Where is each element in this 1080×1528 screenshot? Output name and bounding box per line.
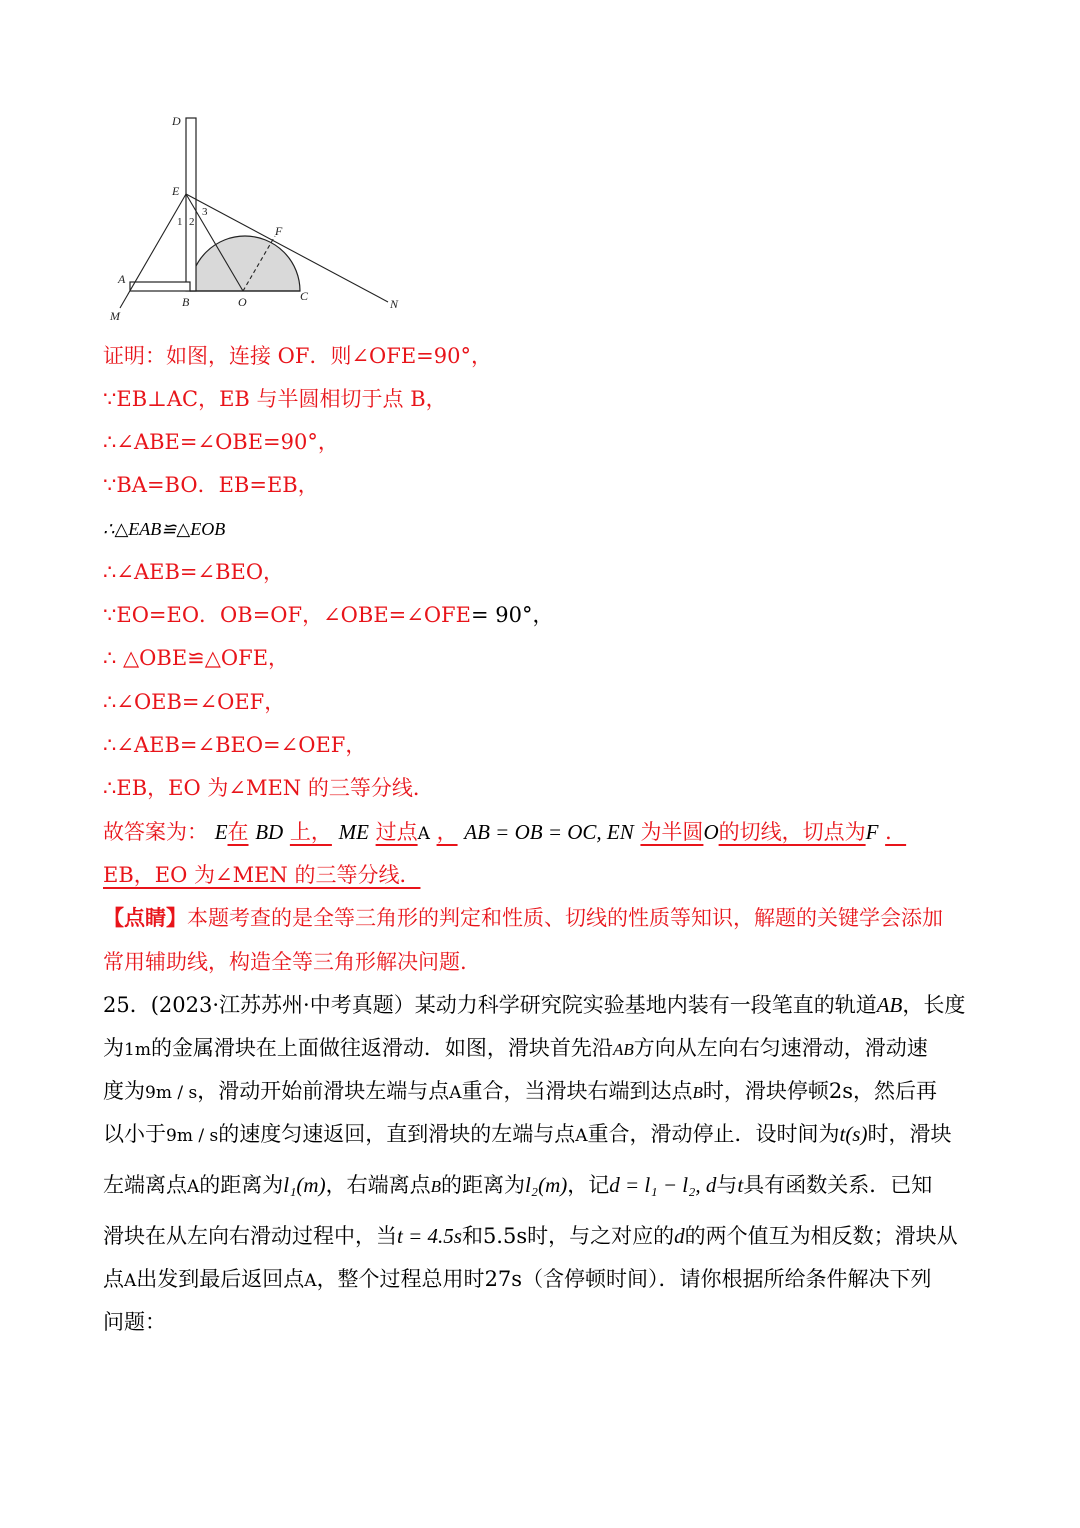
answer-o: O	[703, 820, 719, 844]
problem-l3f: B	[692, 1083, 703, 1102]
label-d: D	[172, 114, 181, 128]
label-3: 3	[202, 206, 208, 218]
proof-line-6: ∴∠AEB=∠BEO，	[103, 560, 285, 584]
problem-l7a: 点	[103, 1267, 124, 1291]
problem-l4c: 的速度匀速返回，直到滑块的左端与点	[218, 1122, 576, 1146]
answer-comma: ，	[436, 820, 458, 844]
problem-l3c: ，滑动开始前滑块左端与点	[197, 1079, 450, 1103]
problem-l3d: A	[449, 1083, 462, 1103]
problem-l2b: 1m	[124, 1040, 151, 1060]
problem-l7b: A	[124, 1271, 137, 1291]
answer-bd: BD	[255, 820, 284, 844]
label-2: 2	[189, 216, 195, 228]
problem-l5g: 的距离为	[440, 1173, 525, 1197]
answer-period: ．	[885, 820, 907, 844]
problem-l6b: t = 4.5s	[397, 1224, 462, 1248]
proof-line-4: ∵BA=BO．EB=EB，	[103, 473, 319, 497]
proof-line-2: ∵EB⊥AC，EB 与半圆相切于点 B，	[103, 387, 447, 411]
problem-l6d: 5.5s	[482, 1224, 528, 1248]
label-a: A	[118, 272, 126, 286]
proof-line-7-text: ∵EO=EO．OB=OF，∠OBE=∠OFE	[103, 603, 471, 627]
answer-a: A	[417, 824, 430, 844]
proof-line-5: ∴△EAB≌△EOB	[103, 519, 226, 539]
problem-line-3	[103, 1077, 937, 1107]
problem-l2d: AB	[612, 1040, 634, 1059]
problem-l5i: ，记	[567, 1173, 610, 1197]
problem-l3g: 时，滑块停顿	[702, 1079, 829, 1103]
problem-l5f: B	[430, 1177, 441, 1196]
problem-l1c: ，长度	[902, 993, 966, 1017]
problem-l3a: 度为	[103, 1079, 145, 1103]
problem-l7c: 出发到最后返回点	[136, 1267, 305, 1291]
proof-line-10: ∴∠AEB=∠BEO=∠OEF，	[103, 733, 367, 757]
proof-line-9: ∴∠OEB=∠OEF，	[103, 690, 286, 714]
problem-line-7	[103, 1265, 932, 1295]
label-n: N	[390, 297, 399, 311]
problem-l5b: A	[187, 1177, 200, 1197]
comment-text-1: 本题考查的是全等三角形的判定和性质、切线的性质等知识，解题的关键学会添加	[187, 906, 943, 930]
problem-line-8: 问题：	[103, 1310, 166, 1334]
problem-l5a: 左端离点	[103, 1173, 187, 1197]
answer-shang: 上，	[289, 820, 332, 844]
problem-line-5	[103, 1171, 932, 1201]
problem-l6a: 滑块在从左向右滑动过程中，当	[103, 1224, 397, 1248]
problem-l4g: 时，滑块	[867, 1122, 952, 1146]
problem-l7g: （含停顿时间）．请你根据所给条件解决下列	[522, 1267, 932, 1291]
problem-l2c: 的金属滑块在上面做往返滑动．如图，滑块首先沿	[150, 1036, 613, 1060]
problem-l7f: 27s	[484, 1267, 523, 1291]
answer-banyuan: 为半圆	[640, 820, 704, 844]
problem-l3e: 重合，当滑块右端到达点	[461, 1079, 693, 1103]
proof-line-8: ∴ △OBE≌△OFE，	[103, 646, 290, 670]
problem-l3b: 9m / s	[145, 1083, 198, 1103]
answer-qiexian: 的切线，切点为	[718, 820, 866, 844]
problem-l2a: 为	[103, 1036, 124, 1060]
problem-line-4	[103, 1120, 951, 1150]
problem-l7e: ，整个过程总用时	[316, 1267, 485, 1291]
answer-line-2: EB，EO 为∠MEN 的三等分线．	[103, 863, 421, 887]
problem-l4a: 以小于	[103, 1122, 166, 1146]
answer-prefix: 故答案为：	[103, 820, 208, 844]
problem-l5k: 与	[716, 1173, 738, 1197]
problem-line-1	[103, 991, 965, 1019]
problem-l5e: ，右端离点	[325, 1173, 431, 1197]
problem-l5d: l₁(m)	[283, 1173, 326, 1197]
answer-guodian: 过点	[375, 820, 418, 844]
label-o: O	[238, 295, 247, 309]
problem-l5j: d = l₁ − l₂, d	[609, 1173, 717, 1197]
label-e: E	[172, 184, 180, 198]
comment-line-1	[103, 904, 943, 932]
problem-l3h: 2s	[828, 1079, 854, 1103]
problem-l5c: 的距离为	[199, 1173, 284, 1197]
problem-l6c: 和	[461, 1224, 483, 1248]
problem-l4e: 重合，滑动停止．设时间为	[587, 1122, 840, 1146]
horizontal-bar	[130, 282, 190, 291]
label-m: M	[110, 309, 120, 323]
problem-l5l: t	[737, 1173, 744, 1197]
comment-tag: 【点睛】	[103, 905, 187, 930]
problem-line-6	[103, 1222, 958, 1250]
label-b: B	[182, 295, 190, 309]
semicircle	[190, 236, 300, 291]
label-1: 1	[177, 216, 183, 228]
problem-l6f: d	[674, 1224, 685, 1248]
label-c: C	[300, 289, 309, 303]
proof-line-3: ∴∠ABE=∠OBE=90°，	[103, 430, 339, 454]
answer-eq: AB = OB = OC, EN	[464, 820, 634, 844]
answer-f: F	[865, 820, 879, 844]
comment-line-2: 常用辅助线，构造全等三角形解决问题.	[103, 950, 467, 974]
problem-l3i: ，然后再	[853, 1079, 938, 1103]
label-f: F	[275, 224, 283, 238]
problem-l1b: AB	[876, 993, 903, 1017]
problem-l6e: 时，与之对应的	[527, 1224, 675, 1248]
answer-zai: 在	[227, 820, 249, 844]
proof-line-7-value: = 90°，	[470, 603, 554, 627]
problem-line-2	[103, 1034, 928, 1064]
answer-line-1	[103, 818, 906, 848]
problem-l5h: l₂(m)	[524, 1173, 568, 1197]
answer-me: ME	[338, 820, 369, 844]
problem-l1a: 25．(2023·江苏苏州·中考真题）某动力科学研究院实验基地内装有一段笔直的轨道	[103, 993, 877, 1017]
problem-l4f: t(s)	[839, 1122, 868, 1146]
problem-l7d: A	[304, 1271, 317, 1291]
geometry-figure	[100, 108, 410, 328]
problem-l2e: 方向从左向右匀速滑动，滑动速	[633, 1036, 928, 1060]
proof-line-1: 证明：如图，连接 OF．则∠OFE=90°，	[103, 344, 492, 368]
proof-line-7	[103, 601, 553, 629]
vertical-post	[186, 118, 196, 291]
problem-l4d: A	[575, 1126, 588, 1146]
proof-line-11: ∴EB，EO 为∠MEN 的三等分线．	[103, 776, 434, 800]
answer-e: E	[214, 820, 228, 844]
problem-l5m: 具有函数关系．已知	[743, 1173, 933, 1197]
problem-l4b: 9m / s	[166, 1126, 219, 1146]
problem-l6g: 的两个值互为相反数；滑块从	[684, 1224, 958, 1248]
